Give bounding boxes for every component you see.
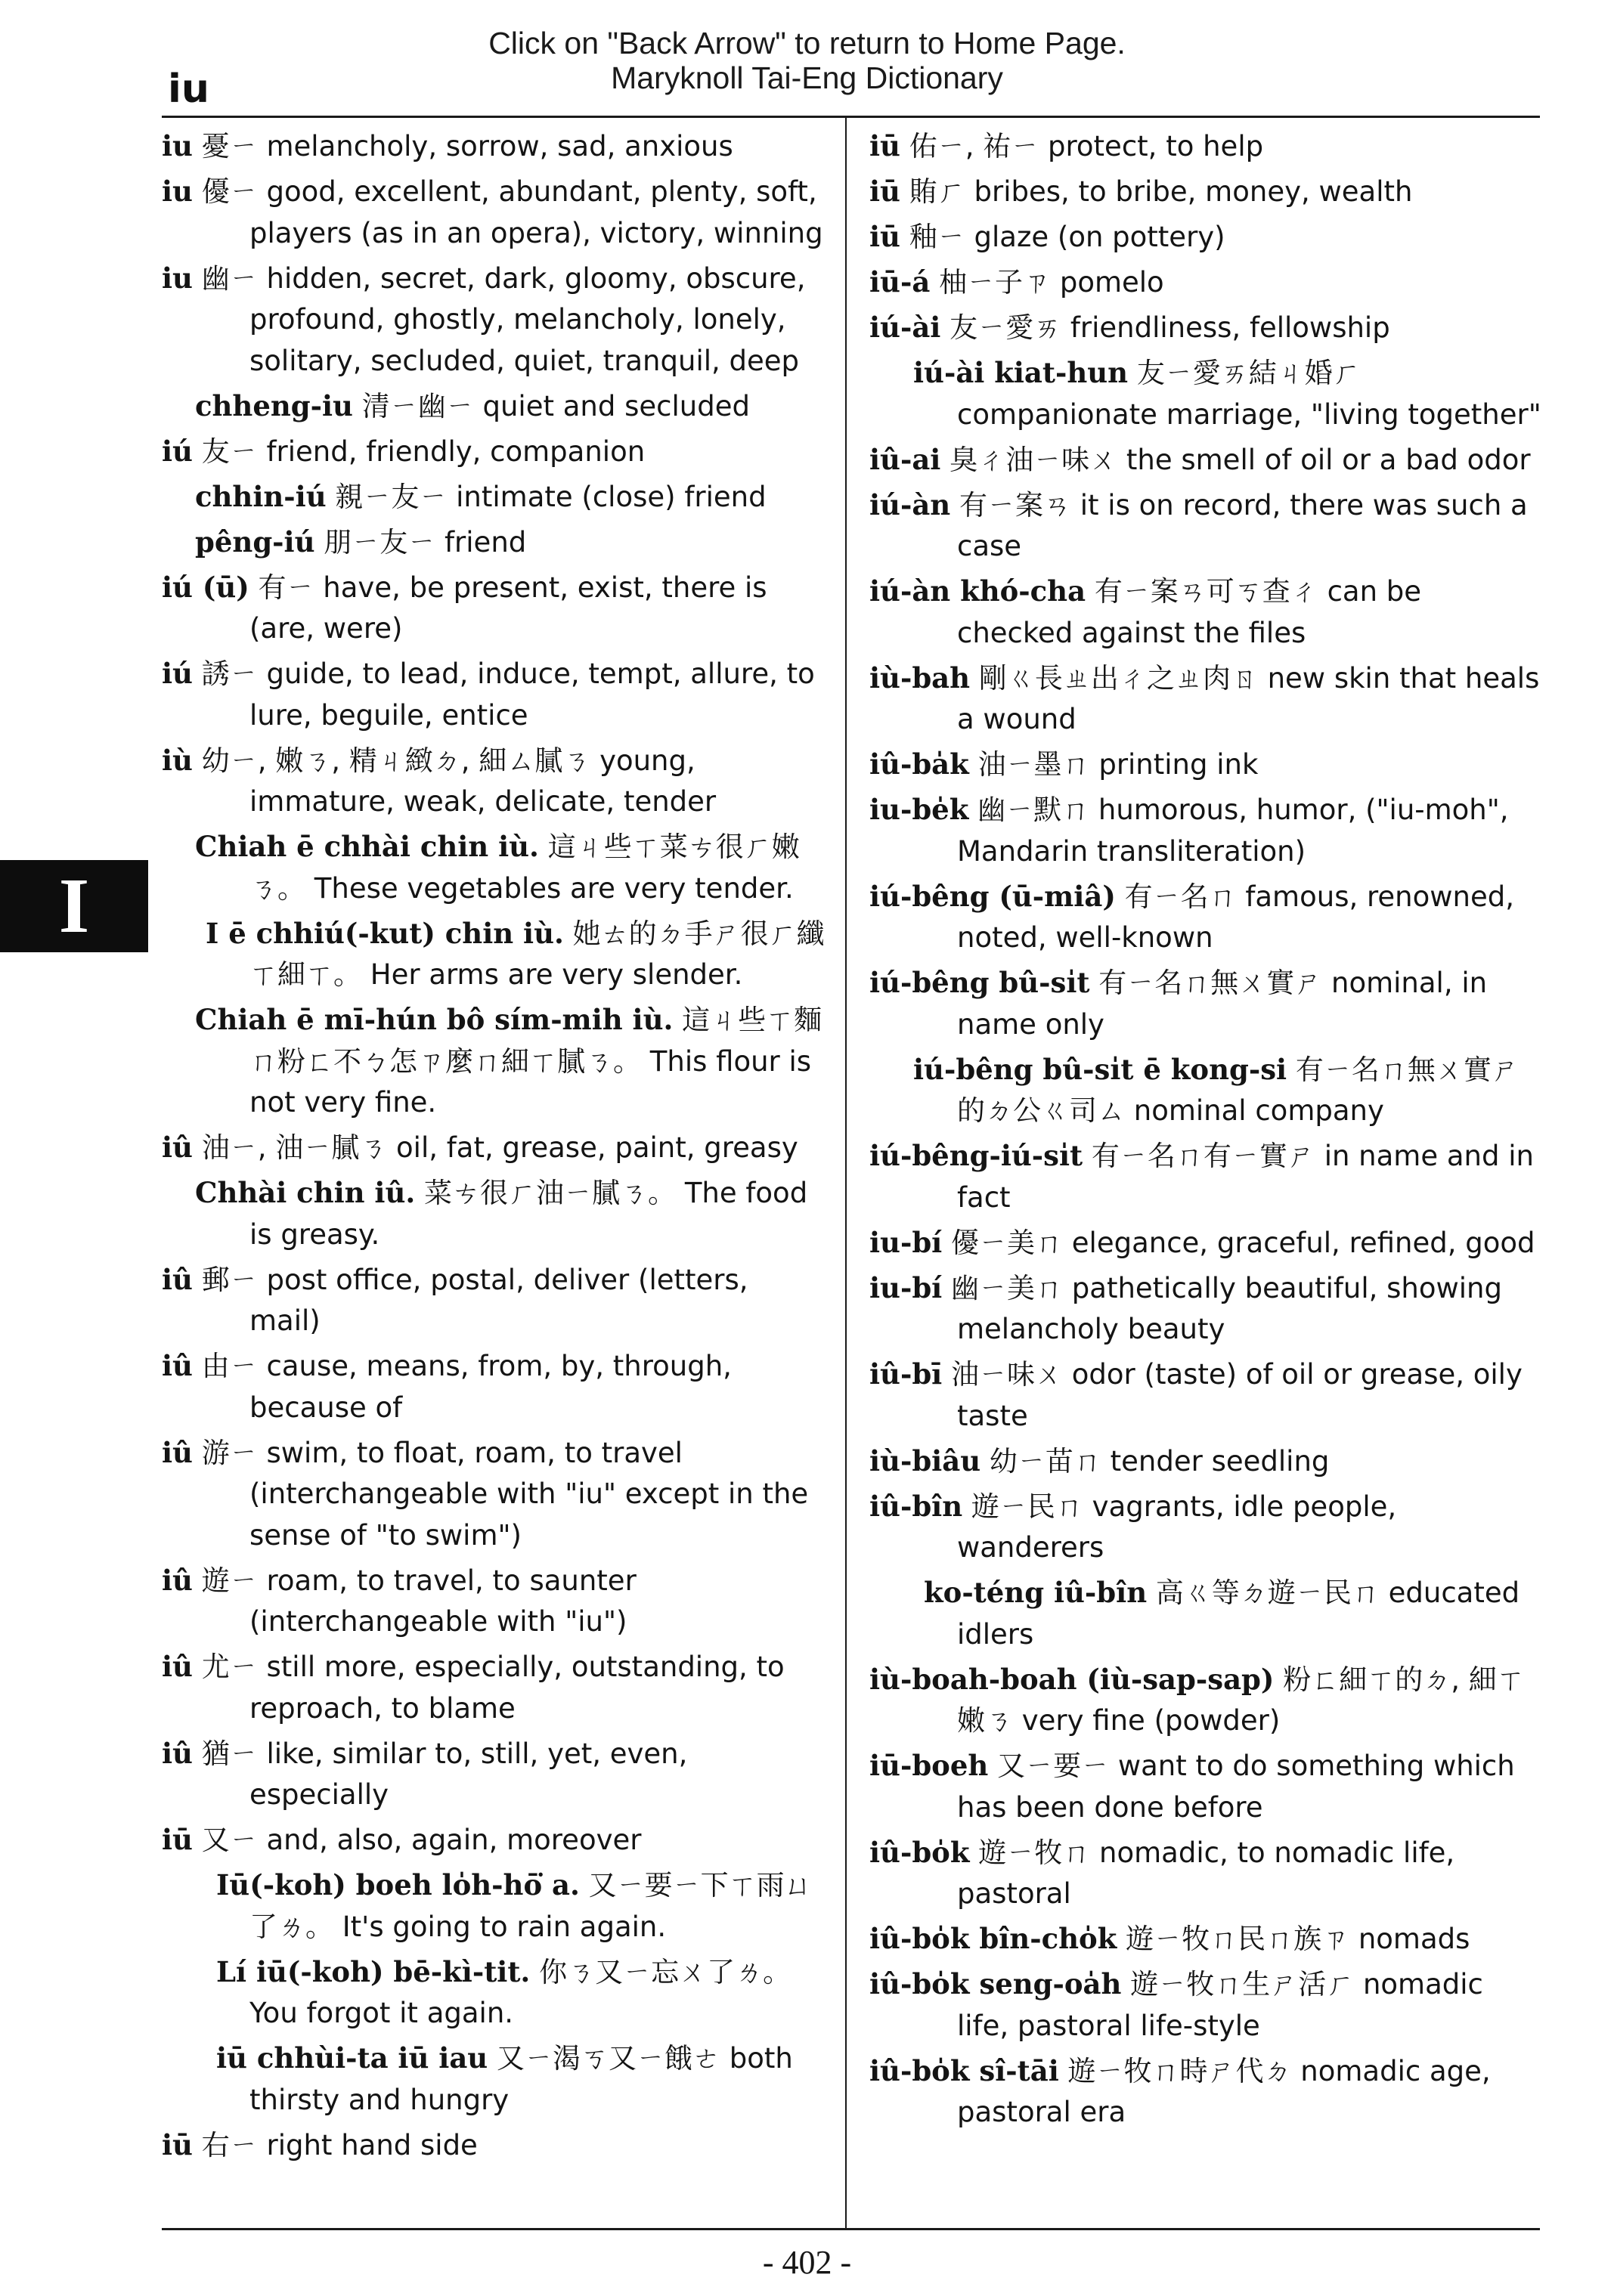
dictionary-entry [869, 484, 1542, 568]
entry-headword: iú-àn khó-cha [869, 574, 1086, 608]
entry-headword: pêng-iú [195, 524, 315, 559]
dictionary-entry [869, 962, 1542, 1045]
entry-chinese-characters: 油ㄧ味ㄨ [951, 1358, 1064, 1391]
entry-definition: it is on record, there was such a case [957, 488, 1528, 562]
entry-chinese-characters: 佑ㄧ, 祐ㄧ [909, 130, 1039, 162]
entry-headword: iū [162, 1823, 193, 1856]
dictionary-entry [162, 1432, 826, 1557]
entry-headword: iû-ba̍k [869, 747, 969, 781]
dictionary-entry [162, 521, 826, 564]
entry-headword: iú-bêng bû-si̍t [869, 966, 1090, 999]
entry-definition: Her arms are very slender. [370, 958, 743, 991]
entry-headword: iû-bo̍k [869, 1835, 970, 1869]
dictionary-entry [869, 352, 1542, 435]
dictionary-entry [162, 740, 826, 823]
entry-definition: have, be present, exist, there is (are, were) [249, 571, 767, 645]
dictionary-entry [869, 658, 1542, 741]
entry-definition: nomads [1358, 1923, 1470, 1955]
entry-headword: iù-biâu [869, 1444, 981, 1478]
entry-headword: iû [162, 1349, 193, 1382]
entry-definition: nomadic, to nomadic life, pastoral [957, 1836, 1455, 1910]
entry-definition: This flour is not very fine. [249, 1044, 812, 1119]
entry-definition: companionate marriage, "living together" [957, 398, 1541, 431]
dictionary-entry [869, 125, 1542, 168]
entry-chinese-characters: 你ㄋ又ㄧ忘ㄨ了ㄌ。 [539, 1955, 792, 1988]
entry-definition: still more, especially, outstanding, to reproach, to blame [249, 1651, 785, 1725]
entry-headword: iu [162, 129, 193, 162]
entry-chinese-characters: 友ㄧ愛ㄞ [950, 311, 1062, 344]
entry-definition: friendliness, fellowship [1070, 311, 1390, 344]
entry-chinese-characters: 剛ㄍ長ㄓ出ㄔ之ㄓ肉ㄖ [978, 661, 1259, 695]
header-rule [162, 116, 1540, 118]
dictionary-entry [162, 258, 826, 382]
entry-definition: bribes, to bribe, money, wealth [974, 175, 1413, 208]
entry-headword: iú (ū) [162, 570, 249, 604]
entry-chinese-characters: 有ㄧ [258, 571, 314, 604]
entry-definition: post office, postal, deliver (letters, mail) [249, 1263, 748, 1337]
entry-headword: chhin-iú [195, 479, 327, 513]
entry-definition: famous, renowned, noted, well-known [957, 880, 1514, 954]
entry-definition: friend [445, 525, 527, 559]
entry-definition: new skin that heals a wound [957, 661, 1540, 735]
dictionary-entry [162, 1345, 826, 1428]
entry-chinese-characters: 她ㄊ的ㄉ手ㄕ很ㄏ纖ㄒ細ㄒ。 [249, 917, 825, 991]
entry-definition: friend, friendly, companion [266, 435, 646, 468]
entry-headword: iù-bah [869, 661, 971, 695]
guide-word: iu [168, 67, 209, 112]
dictionary-entry [162, 826, 826, 909]
dictionary-entry [162, 1819, 826, 1861]
entry-headword: iû [162, 1131, 193, 1164]
dictionary-entry [162, 999, 826, 1124]
dictionary-entry [869, 1572, 1542, 1655]
dictionary-entry [869, 1963, 1542, 2047]
entry-definition: roam, to travel, to saunter (interchangeable with "iu") [249, 1564, 637, 1638]
entry-chinese-characters: 友ㄧ愛ㄞ結ㄐ婚ㄏ [1136, 357, 1361, 389]
entry-headword: iû [162, 1650, 193, 1683]
entry-chinese-characters: 有ㄧ名ㄇ有ㄧ實ㄕ [1091, 1140, 1315, 1172]
dictionary-entry [869, 1486, 1542, 1569]
back-arrow-instruction[interactable]: Click on "Back Arrow" to return to Home Page. [488, 26, 1126, 60]
entry-headword: iû-bo̍k sî-tāi [869, 2053, 1059, 2087]
entry-definition: in name and in fact [957, 1140, 1534, 1214]
dictionary-entry [869, 171, 1542, 213]
entry-definition: quiet and secluded [482, 389, 750, 422]
entry-headword: iū-á [869, 265, 931, 299]
entry-chinese-characters: 遊ㄧ [201, 1564, 258, 1597]
entry-chinese-characters: 誘ㄧ [201, 658, 258, 690]
entry-headword: iû-bī [869, 1357, 943, 1391]
dictionary-entry [162, 476, 826, 518]
dictionary-entry [162, 2038, 826, 2121]
entry-chinese-characters: 有ㄧ案ㄢ [959, 488, 1071, 521]
entry-headword: iū [869, 220, 900, 253]
entry-definition: good, excellent, abundant, plenty, soft, players (as in an opera), victory, winning [249, 175, 823, 249]
dictionary-entry [162, 1259, 826, 1342]
entry-headword: iû-bo̍k seng-oa̍h [869, 1967, 1122, 2000]
dictionary-entry [869, 1135, 1542, 1218]
entry-headword: iû-bîn [869, 1489, 963, 1523]
thumb-tab-letter: I [58, 862, 90, 949]
dictionary-entry [162, 567, 826, 650]
entry-headword: iu-bí [869, 1225, 943, 1259]
dictionary-entry [162, 1733, 826, 1816]
page-number: - 402 - [762, 2244, 852, 2281]
entry-definition: pathetically beautiful, showing melancholy beauty [957, 1271, 1502, 1345]
dictionary-entry [162, 1646, 826, 1729]
entry-chinese-characters: 幽ㄧ [201, 261, 258, 295]
entry-chinese-characters: 菜ㄘ很ㄏ油ㄧ膩ㄋ。 [424, 1177, 677, 1209]
entry-chinese-characters: 油ㄧ, 油ㄧ膩ㄋ [201, 1131, 388, 1164]
entry-headword: iu [162, 175, 193, 208]
entry-chinese-characters: 遊ㄧ牧ㄇ生ㄕ活ㄏ [1130, 1968, 1355, 2000]
right-entries-column [869, 125, 1542, 2137]
entry-definition: These vegetables are very tender. [314, 871, 794, 905]
dictionary-entry [162, 653, 826, 736]
dictionary-entry [869, 1222, 1542, 1264]
entry-definition: hidden, secret, dark, gloomy, obscure, profound, ghostly, melancholy, lonely, solitary, secluded, quiet, tranquil, deep [249, 261, 806, 377]
dictionary-entry [162, 1951, 826, 2035]
column-divider [845, 118, 847, 2230]
entry-chinese-characters: 優ㄧ美ㄇ [951, 1226, 1064, 1259]
entry-headword: iū [162, 2127, 193, 2161]
entry-chinese-characters: 又ㄧ要ㄧ下ㄒ雨ㄩ了ㄌ。 [249, 1869, 813, 1943]
entry-chinese-characters: 由ㄧ [201, 1350, 258, 1382]
entry-definition: humorous, humor, ("iu-moh", Mandarin transliteration) [957, 794, 1509, 868]
entry-chinese-characters: 高ㄍ等ㄉ遊ㄧ民ㄇ [1155, 1577, 1380, 1609]
entry-chinese-characters: 游ㄧ [201, 1436, 258, 1469]
dictionary-entry [162, 1864, 826, 1948]
dictionary-entry [869, 1267, 1542, 1351]
entry-headword: Lí iū(-koh) bē-kì-tit. [216, 1954, 531, 1988]
dictionary-entry [162, 431, 826, 473]
dictionary-entry [162, 125, 826, 168]
entry-headword: iù [162, 743, 193, 777]
entry-headword: iū [869, 175, 900, 208]
entry-definition: nomadic life, pastoral life-style [957, 1968, 1483, 2042]
entry-chinese-characters: 粉ㄈ細ㄒ的ㄉ, 細ㄒ嫩ㄋ [957, 1663, 1525, 1737]
entry-headword: iû [162, 1563, 193, 1597]
dictionary-entry [869, 1354, 1542, 1437]
entry-definition: intimate (close) friend [456, 480, 767, 513]
dictionary-entry [869, 1745, 1542, 1828]
entry-definition: both thirsty and hungry [249, 2042, 793, 2116]
entry-headword: iú-ài [869, 311, 941, 344]
entry-headword: I ē chhiú(-kut) chin iù. [206, 916, 564, 950]
entry-definition: cause, means, from, by, through, because of [249, 1350, 732, 1424]
entry-definition: protect, to help [1048, 130, 1264, 162]
entry-definition: very fine (powder) [1021, 1704, 1281, 1737]
entry-chinese-characters: 遊ㄧ牧ㄇ時ㄕ代ㄉ [1067, 2054, 1292, 2087]
entry-chinese-characters: 賄ㄏ [909, 175, 965, 208]
entry-headword: chheng-iu [195, 388, 353, 422]
entry-definition: guide, to lead, induce, tempt, allure, to lure, beguile, entice [249, 658, 815, 732]
entry-definition: want to do something which has been done before [957, 1750, 1515, 1824]
entry-headword: Chhài chin iû. [195, 1176, 416, 1209]
entry-headword: iu [162, 261, 193, 295]
entry-chinese-characters: 有ㄧ名ㄇ [1124, 880, 1237, 913]
dictionary-entry [162, 1172, 826, 1255]
entry-headword: iū chhùi-ta iū iau [216, 2041, 488, 2075]
entry-definition: nominal company [1133, 1094, 1384, 1127]
footer-rule [162, 2228, 1540, 2230]
entry-definition: young, immature, weak, delicate, tender [249, 744, 717, 818]
entry-headword: iû-ai [869, 442, 941, 476]
dictionary-entry [869, 439, 1542, 481]
dictionary-entry [869, 307, 1542, 349]
dictionary-entry [869, 744, 1542, 786]
entry-definition: glaze (on pottery) [974, 221, 1225, 253]
dictionary-entry [869, 789, 1542, 872]
letter-thumb-tab [0, 860, 148, 952]
dictionary-entry [869, 1659, 1542, 1742]
dictionary-entry [869, 2050, 1542, 2134]
left-entries-column [162, 125, 826, 2170]
entry-headword: iú-bêng bû-si̍t ē kong-si [913, 1052, 1287, 1086]
entry-chinese-characters: 油ㄧ墨ㄇ [977, 748, 1090, 781]
entry-chinese-characters: 有ㄧ名ㄇ無ㄨ實ㄕ的ㄉ公ㄍ司ㄙ [957, 1053, 1520, 1127]
entry-headword: iû [162, 1435, 193, 1469]
entry-headword: Chiah ē chhài chin iù. [195, 830, 539, 863]
entry-headword: iú [162, 434, 193, 468]
entry-chinese-characters: 憂ㄧ [201, 130, 258, 162]
dictionary-entry [869, 1832, 1542, 1915]
entry-chinese-characters: 優ㄧ [201, 175, 258, 208]
dictionary-entry [869, 1049, 1542, 1132]
entry-chinese-characters: 柚ㄧ子ㄗ [939, 266, 1052, 299]
entry-definition: swim, to float, roam, to travel (interchangeable with "iu" except in the sense of "to swim") [249, 1436, 809, 1552]
dictionary-entry [162, 1127, 826, 1169]
entry-headword: iú-bêng (ū-miâ) [869, 879, 1116, 913]
entry-definition: elegance, graceful, refined, good [1071, 1226, 1535, 1259]
entry-definition: nomadic age, pastoral era [957, 2054, 1491, 2128]
entry-definition: odor (taste) of oil or grease, oily taste [957, 1358, 1523, 1432]
entry-chinese-characters: 遊ㄧ牧ㄇ [978, 1836, 1091, 1869]
entry-definition: educated idlers [957, 1577, 1520, 1651]
entry-definition: The food is greasy. [249, 1177, 808, 1251]
entry-chinese-characters: 幽ㄧ默ㄇ [977, 794, 1090, 826]
entry-headword: iu-bí [869, 1270, 943, 1304]
entry-definition: nominal, in name only [957, 967, 1488, 1041]
dictionary-entry [162, 385, 826, 428]
entry-headword: ko-téng iû-bîn [924, 1576, 1148, 1609]
entry-definition: You forgot it again. [249, 1997, 514, 2029]
dictionary-entry [869, 261, 1542, 304]
entry-chinese-characters: 幼ㄧ苗ㄇ [989, 1444, 1101, 1478]
entry-definition: the smell of oil or a bad odor [1126, 443, 1531, 476]
entry-definition: oil, fat, grease, paint, greasy [396, 1131, 798, 1164]
entry-chinese-characters: 郵ㄧ [201, 1263, 258, 1296]
dictionary-entry [162, 2124, 826, 2167]
entry-chinese-characters: 遊ㄧ牧ㄇ民ㄇ族ㄗ [1126, 1923, 1350, 1955]
entry-definition: printing ink [1098, 748, 1259, 781]
entry-chinese-characters: 幽ㄧ美ㄇ [951, 1271, 1064, 1304]
entry-chinese-characters: 又ㄧ渴ㄎ又ㄧ餓ㄜ [496, 2042, 720, 2075]
entry-chinese-characters: 友ㄧ [201, 435, 258, 468]
entry-chinese-characters: 幼ㄧ, 嫩ㄋ, 精ㄐ緻ㄉ, 細ㄙ膩ㄋ [201, 744, 591, 777]
entry-chinese-characters: 這ㄐ些ㄒ菜ㄘ很ㄏ嫩ㄋ。 [249, 831, 800, 905]
dictionary-entry [869, 876, 1542, 959]
dictionary-entry [869, 1440, 1542, 1483]
entry-definition: and, also, again, moreover [266, 1824, 642, 1856]
entry-headword: iú-àn [869, 487, 951, 521]
entry-headword: iú-ài kiat-hun [913, 356, 1129, 389]
entry-definition: melancholy, sorrow, sad, anxious [266, 130, 733, 162]
dictionary-entry [869, 1918, 1542, 1960]
entry-headword: iù-boah-boah (iù-sap-sap) [869, 1662, 1275, 1696]
entry-definition: vagrants, idle people, wanderers [957, 1490, 1397, 1564]
entry-headword: iu-be̍k [869, 793, 969, 826]
entry-definition: pomelo [1059, 266, 1164, 299]
entry-headword: Chiah ē mī-hún bô sím-mih iù. [195, 1003, 674, 1036]
entry-chinese-characters: 尤ㄧ [201, 1651, 258, 1683]
entry-chinese-characters: 釉ㄧ [909, 221, 965, 253]
entry-chinese-characters: 清ㄧ幽ㄧ [361, 389, 474, 422]
dictionary-entry [162, 1560, 826, 1643]
entry-headword: iú-bêng-iú-si̍t [869, 1139, 1083, 1172]
entry-chinese-characters: 這ㄐ些ㄒ麵ㄇ粉ㄈ不ㄅ怎ㄗ麼ㄇ細ㄒ膩ㄋ。 [249, 1004, 822, 1078]
entry-definition: It's going to rain again. [342, 1910, 667, 1943]
entry-chinese-characters: 有ㄧ名ㄇ無ㄨ實ㄕ [1098, 967, 1323, 999]
entry-chinese-characters: 有ㄧ案ㄢ可ㄎ查ㄔ [1094, 575, 1318, 608]
entry-headword: iû [162, 1262, 193, 1296]
entry-definition: can be checked against the files [957, 575, 1422, 649]
entry-headword: iû [162, 1736, 193, 1770]
entry-definition: tender seedling [1110, 1444, 1330, 1478]
entry-headword: iū [869, 129, 900, 162]
entry-chinese-characters: 親ㄧ友ㄧ [335, 480, 448, 513]
entry-definition: like, similar to, still, yet, even, especially [249, 1737, 688, 1811]
entry-chinese-characters: 臭ㄔ油ㄧ味ㄨ [950, 443, 1118, 476]
entry-chinese-characters: 又ㄧ要ㄧ [997, 1750, 1110, 1782]
entry-headword: iú [162, 657, 193, 690]
entry-headword: iū-boeh [869, 1749, 989, 1782]
entry-headword: iû-bo̍k bîn-cho̍k [869, 1922, 1117, 1955]
dictionary-entry [162, 171, 826, 254]
entry-chinese-characters: 猶ㄧ [201, 1737, 258, 1770]
dictionary-title: Maryknoll Tai-Eng Dictionary [611, 60, 1003, 95]
dictionary-entry [162, 913, 826, 996]
entry-chinese-characters: 又ㄧ [201, 1824, 258, 1856]
entry-chinese-characters: 右ㄧ [201, 2128, 258, 2161]
dictionary-entry [869, 571, 1542, 654]
entry-chinese-characters: 朋ㄧ友ㄧ [324, 525, 436, 559]
dictionary-entry [869, 216, 1542, 258]
entry-headword: Iū(-koh) boeh lo̍h-hō͘ a. [216, 1868, 580, 1901]
entry-definition: right hand side [266, 2128, 478, 2161]
entry-chinese-characters: 遊ㄧ民ㄇ [971, 1490, 1083, 1523]
